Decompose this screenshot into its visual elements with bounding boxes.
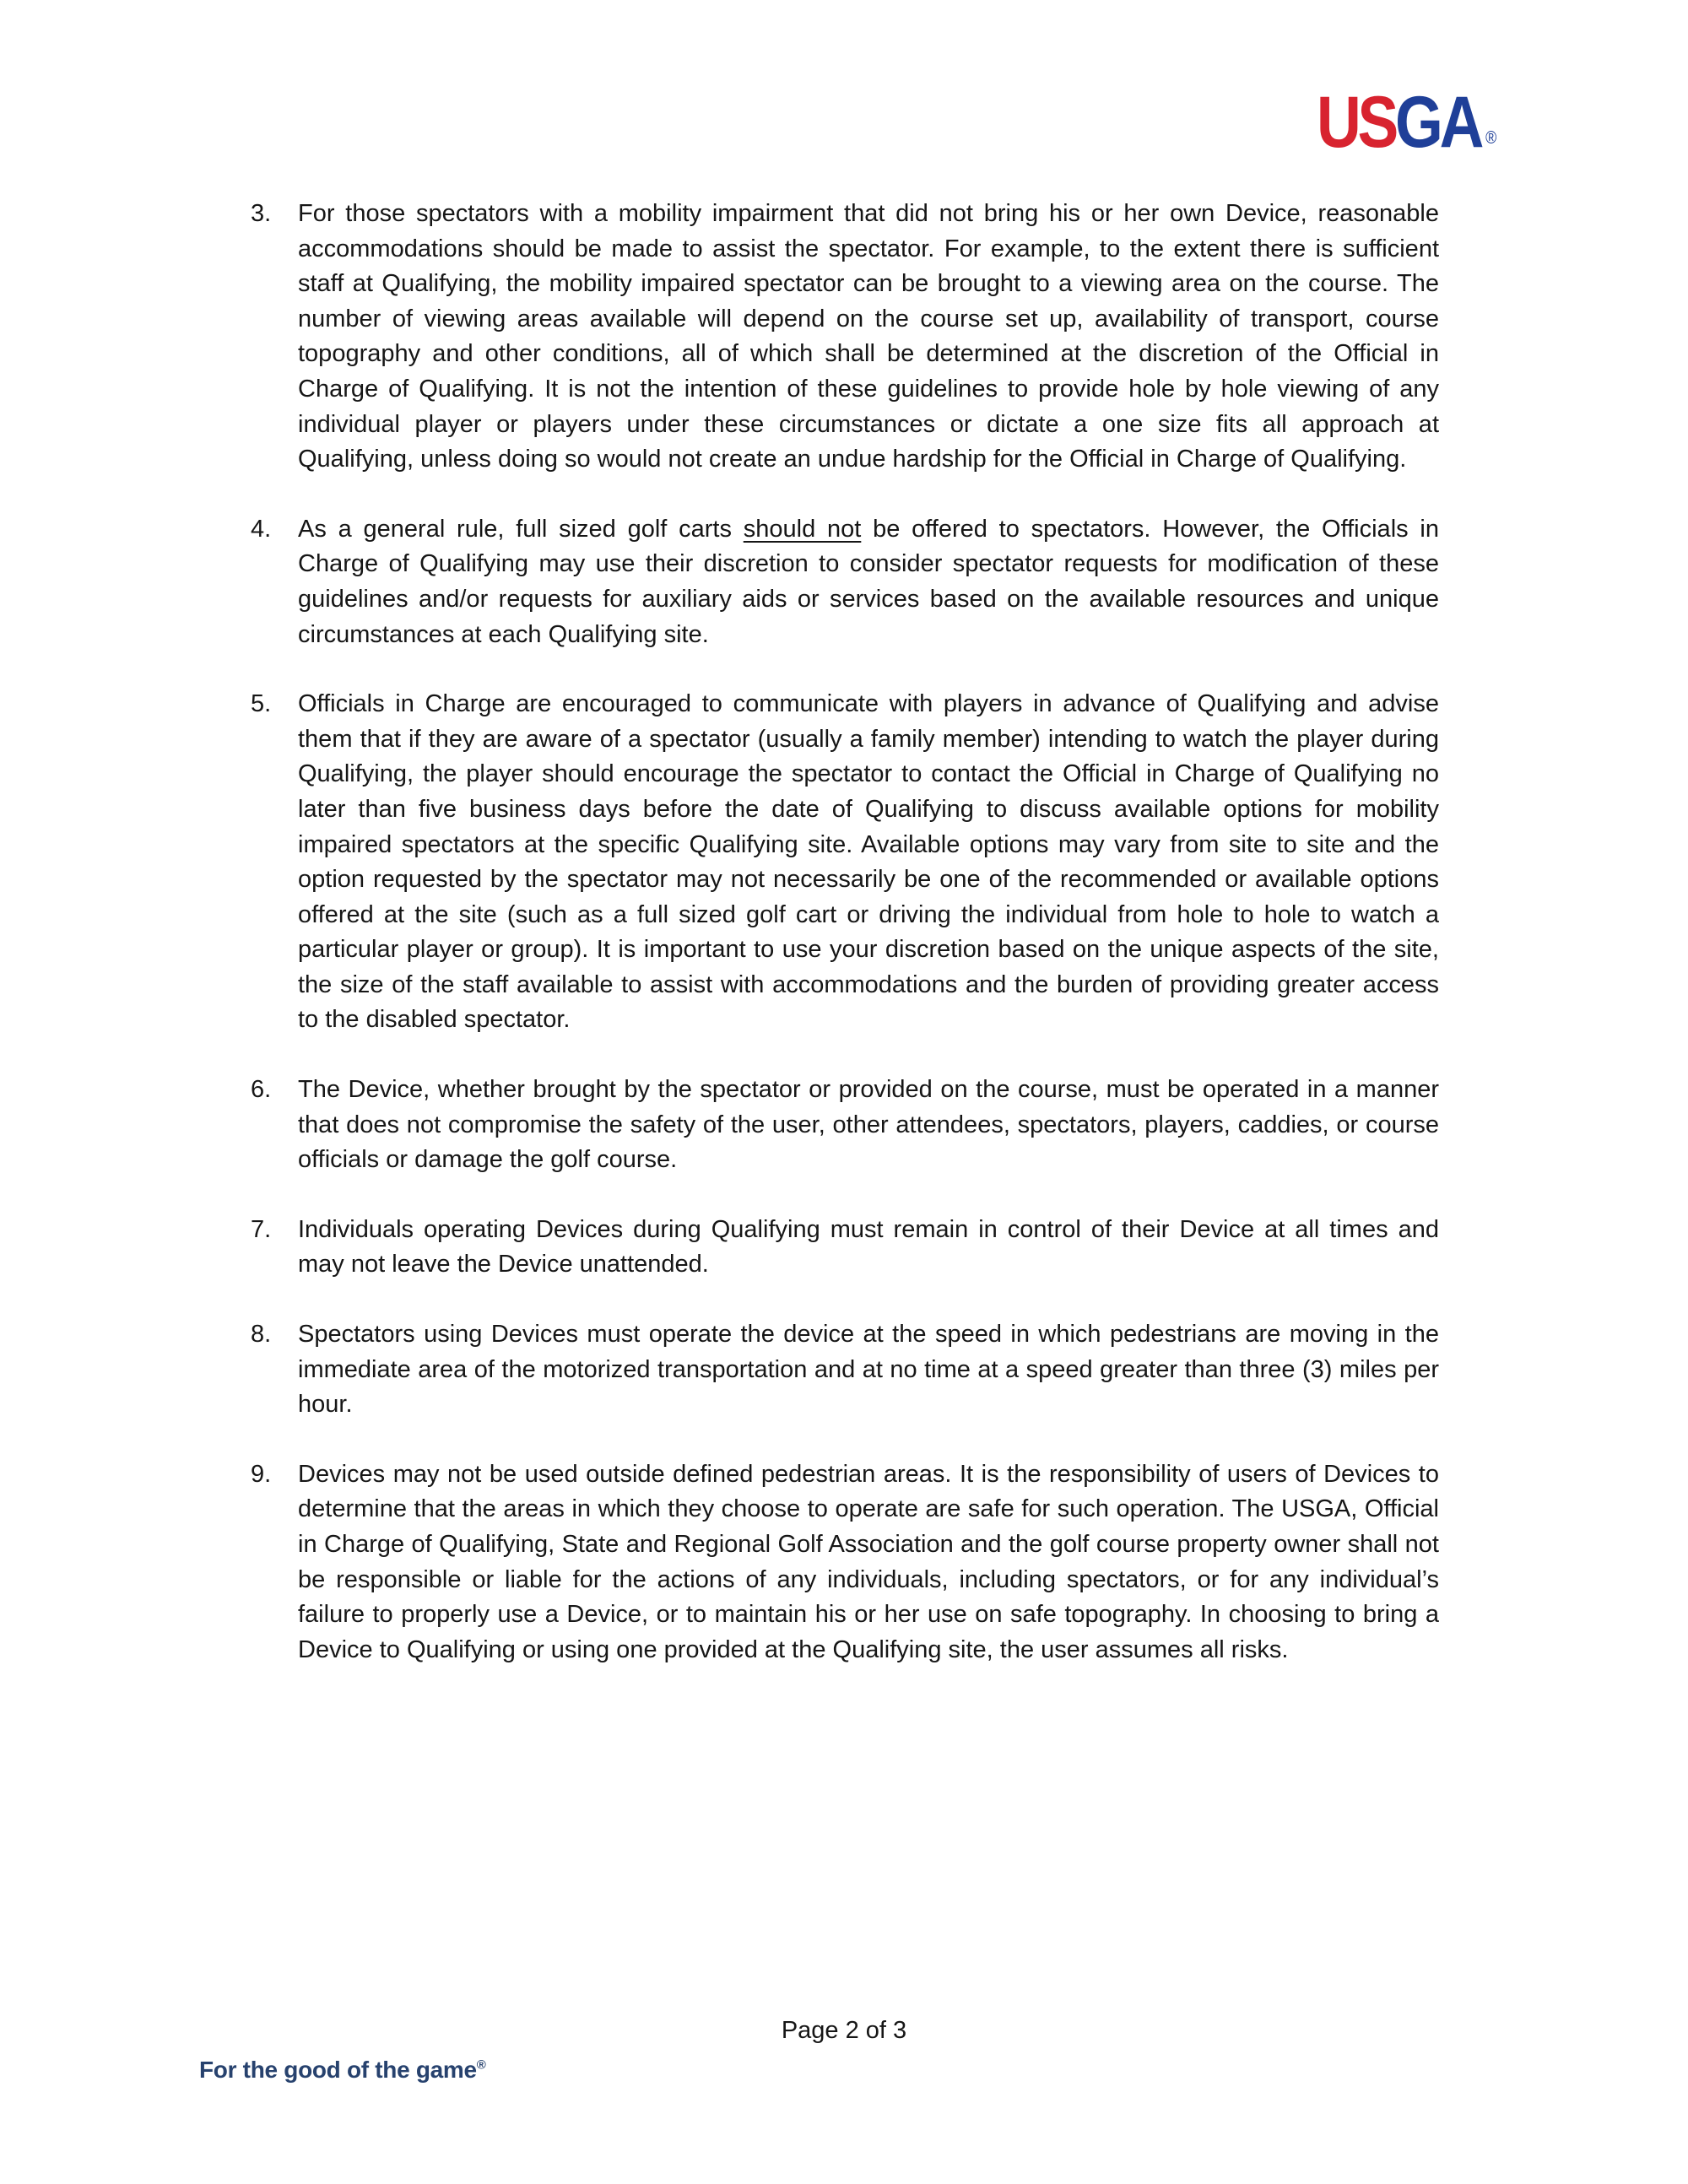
text-segment: Individuals operating Devices during Qualifying must remain in control of their Device at all times and may not leave the Device unattended. — [298, 1215, 1439, 1279]
list-item-number: 9. — [251, 1460, 272, 1488]
list-item — [251, 1213, 1439, 1283]
page-indicator: Page 2 of 3 — [781, 2017, 907, 2044]
underlined-text-segment: should not — [743, 515, 862, 543]
numbered-list — [251, 197, 1439, 1702]
list-item-text — [298, 197, 1439, 478]
registered-trademark-icon: ® — [476, 2057, 486, 2073]
list-item-text — [298, 1073, 1439, 1178]
list-item-text — [298, 1457, 1439, 1668]
list-item-number: 3. — [251, 200, 272, 227]
text-segment: For those spectators with a mobility impairment that did not bring his or her own Device, reasonable accommodations should be made to assist the spectator. For example, to the extent there is sufficient staff at Qualifying, the mobility impaired spectator can be brought to a viewing area on the course. The number of viewing areas available will depend on the course set up, availability of transport, course topography and other conditions, all of which shall be determined at the discretion of the Official in Charge of Qualifying. It is not the intention of these guidelines to provide hole by hole viewing of any individual player or players under these circumstances or dictate a one size fits all approach at Qualifying, unless doing so would not create an undue hardship for the Official in Charge of Qualifying. — [298, 200, 1439, 473]
list-item-number: 7. — [251, 1215, 272, 1243]
text-segment: As a general rule, full sized golf carts — [298, 515, 744, 543]
list-item-number: 6. — [251, 1076, 272, 1104]
list-item-text — [298, 1317, 1439, 1423]
list-item-text — [298, 512, 1439, 652]
text-segment: The Device, whether brought by the spectator or provided on the course, must be operated in a manner that does not compromise the safety of the user, other attendees, spectators, players, caddies, or course officials or damage the golf course. — [298, 1076, 1439, 1174]
list-item — [251, 1073, 1439, 1178]
footer-tagline-text: For the good of the game — [199, 2057, 477, 2083]
list-item — [251, 687, 1439, 1038]
footer-tagline — [199, 2056, 486, 2084]
list-item — [251, 1317, 1439, 1423]
list-item — [251, 1457, 1439, 1668]
text-segment: Officials in Charge are encouraged to communicate with players in advance of Qualifying and advise them that if they are aware of a spectator (usually a family member) intending to watch the player during Qualifying, the player should encourage the spectator to contact the Official in Charge of Qualifying no later than five business days before the date of Qualifying to discuss available options for mobility impaired spectators at the specific Qualifying site. Available options may vary from site to site and the option requested by the spectator may not necessarily be one of the recommended or available options offered at the site (such as a full sized golf cart or driving the individual from hole to hole to watch a particular player or group). It is important to use your discretion based on the unique aspects of the site, the size of the staff available to assist with accommodations and the burden of providing greater access to the disabled spectator. — [298, 690, 1439, 1034]
text-segment: Spectators using Devices must operate the device at the speed in which pedestrians are moving in the immediate area of the motorized transportation and at no time at a speed greater than three (3) miles per hour. — [298, 1321, 1439, 1419]
usga-logo — [1317, 82, 1497, 163]
list-item-number: 5. — [251, 690, 272, 718]
list-item — [251, 512, 1439, 652]
list-item-number: 4. — [251, 515, 272, 543]
usga-logo-us: US — [1317, 82, 1396, 163]
registered-trademark-icon: ® — [1485, 128, 1497, 148]
text-segment: Devices may not be used outside defined pedestrian areas. It is the responsibility of users of Devices to determine that the areas in which they choose to operate are safe for such operation. The USGA, Official in Charge of Qualifying, State and Regional Golf Association and the golf course property owner shall not be responsible or liable for the actions of any individuals, including spectators, or for any individual’s failure to properly use a Device, or to maintain his or her use on safe topography. In choosing to bring a Device to Qualifying or using one provided at the Qualifying site, the user assumes all risks. — [298, 1460, 1439, 1663]
text-segment: be offered to spectators. However, the Officials in Charge of Qualifying may use their discretion to consider spectator requests for modification of these guidelines and/or requests for auxiliary aids or services based on the available resources and unique circumstances at each Qualifying site. — [298, 515, 1439, 648]
list-item — [251, 197, 1439, 478]
usga-logo-ga: GA — [1395, 82, 1481, 163]
list-item-number: 8. — [251, 1321, 272, 1349]
list-item-text — [298, 1213, 1439, 1283]
list-item-text — [298, 687, 1439, 1038]
